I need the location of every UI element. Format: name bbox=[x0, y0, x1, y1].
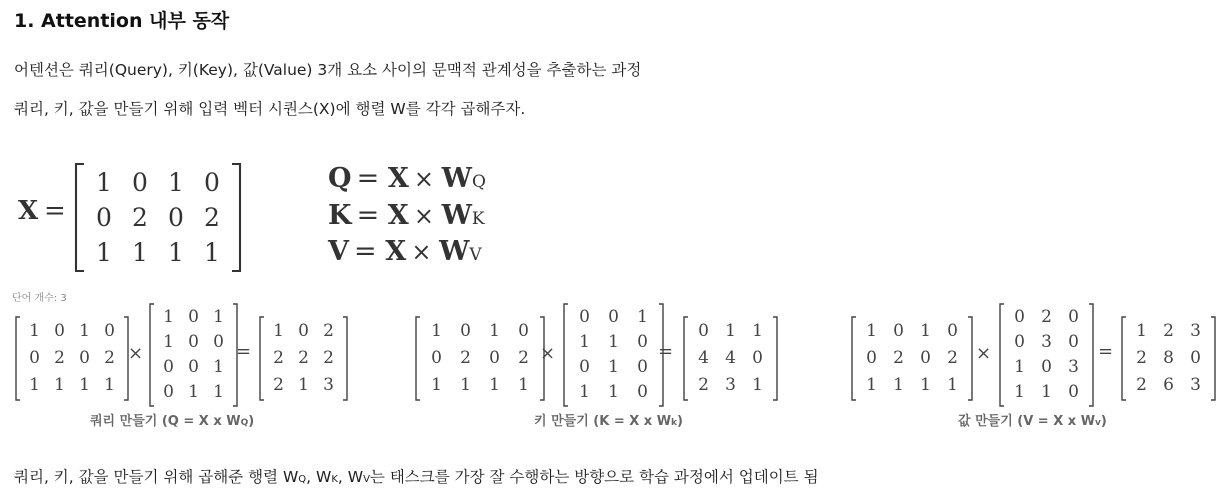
matrix-cell: 1 bbox=[204, 238, 220, 267]
left-bracket bbox=[16, 317, 20, 400]
section-title: 1. Attention 내부 동작 bbox=[14, 10, 230, 32]
right-bracket bbox=[1089, 304, 1093, 406]
footer-note: 쿼리, 키, 값을 만들기 위해 곱해준 행렬 WQ, WK, WV는 태스크를 가장 잘 수행하는 방향으로 학습 과정에서 업데이트 됨 bbox=[14, 468, 819, 486]
matrix-cell: 3 bbox=[1190, 321, 1201, 341]
w-key-matrix bbox=[562, 303, 665, 407]
matrix-cell: 0 bbox=[104, 321, 115, 341]
matrix-cell: 1 bbox=[188, 382, 199, 402]
matrix-cell: 0 bbox=[188, 332, 199, 352]
w-query-matrix bbox=[148, 303, 239, 407]
matrix-cell: 1 bbox=[1041, 382, 1052, 402]
matrix-cell: 0 bbox=[132, 168, 148, 197]
matrix-cell: 1 bbox=[1014, 357, 1025, 377]
x-symbol: X bbox=[18, 196, 39, 226]
matrix-cell: 0 bbox=[163, 357, 174, 377]
matrix-cell: 1 bbox=[79, 321, 90, 341]
matrix-cell: 0 bbox=[579, 357, 590, 377]
matrix-cell: 1 bbox=[725, 321, 736, 341]
matrix-cell: 1 bbox=[920, 321, 931, 341]
matrix-cell: 2 bbox=[54, 348, 65, 368]
query-caption: 쿼리 만들기 (Q = X x WQ) bbox=[90, 414, 255, 429]
matrix-cell: 0 bbox=[893, 321, 904, 341]
matrix-cell: 1 bbox=[920, 375, 931, 395]
value-product bbox=[836, 300, 1217, 440]
v-result-matrix bbox=[1120, 316, 1217, 401]
matrix-cell: 2 bbox=[947, 348, 958, 368]
word-count-note: 단어 개수: 3 bbox=[12, 293, 67, 304]
matrix-cell: 0 bbox=[608, 307, 619, 327]
k-result-matrix bbox=[682, 316, 779, 401]
matrix-cell: 0 bbox=[637, 332, 648, 352]
matrix-cell: 0 bbox=[431, 348, 442, 368]
matrix-cell: 1 bbox=[460, 375, 471, 395]
matrix-cell: 1 bbox=[163, 332, 174, 352]
matrix-cell: 0 bbox=[1014, 332, 1025, 352]
matrix-cell: 0 bbox=[698, 321, 709, 341]
matrix-cell: 2 bbox=[323, 348, 334, 368]
matrix-cell: 1 bbox=[866, 375, 877, 395]
equals-sign: = bbox=[44, 196, 66, 226]
matrix-cell: 2 bbox=[298, 348, 309, 368]
matrix-cell: 1 bbox=[608, 357, 619, 377]
matrix-cell: 2 bbox=[323, 321, 334, 341]
matrix-cell: 2 bbox=[518, 348, 529, 368]
matrix-cell: 0 bbox=[518, 321, 529, 341]
matrix-cell: 3 bbox=[1041, 332, 1052, 352]
matrix-cell: 0 bbox=[96, 203, 112, 232]
matrix-cell: 0 bbox=[1014, 307, 1025, 327]
matrix-cell: 0 bbox=[163, 382, 174, 402]
matrix-cell: 0 bbox=[79, 348, 90, 368]
matrix-cell: 2 bbox=[273, 348, 284, 368]
matrix-cell: 0 bbox=[213, 332, 224, 352]
matrix-cell: 1 bbox=[1136, 321, 1147, 341]
matrix-cell: 0 bbox=[866, 348, 877, 368]
left-bracket bbox=[260, 317, 264, 400]
matrix-cell: 1 bbox=[608, 382, 619, 402]
k-equation: K = X × WK bbox=[328, 200, 485, 231]
matrix-cell: 1 bbox=[431, 321, 442, 341]
matrix-cell: 1 bbox=[54, 375, 65, 395]
matrix-cell: 0 bbox=[54, 321, 65, 341]
matrix-cell: 1 bbox=[132, 238, 148, 267]
matrix-cell: 2 bbox=[104, 348, 115, 368]
matrix-cell: 1 bbox=[431, 375, 442, 395]
matrix-cell: 1 bbox=[752, 375, 763, 395]
left-bracket bbox=[1000, 304, 1004, 406]
matrix-cell: 0 bbox=[1041, 357, 1052, 377]
matrix-cell: 1 bbox=[29, 321, 40, 341]
matrix-cell: 3 bbox=[1068, 357, 1079, 377]
query-product bbox=[0, 300, 400, 440]
matrix-cell: 1 bbox=[893, 375, 904, 395]
x-matrix bbox=[74, 163, 242, 272]
x-matrix-key bbox=[414, 316, 546, 401]
matrix-cell: 1 bbox=[96, 238, 112, 267]
matrix-cell: 0 bbox=[1190, 348, 1201, 368]
matrix-cell: 0 bbox=[920, 348, 931, 368]
matrix-cell: 3 bbox=[323, 375, 334, 395]
q-result-matrix bbox=[258, 316, 349, 401]
matrix-cell: 2 bbox=[460, 348, 471, 368]
key-product bbox=[400, 300, 820, 440]
matrix-cell: 1 bbox=[298, 375, 309, 395]
matrix-cell: 1 bbox=[273, 321, 284, 341]
left-bracket bbox=[76, 164, 84, 271]
matrix-cell: 1 bbox=[866, 321, 877, 341]
matrix-cell: 0 bbox=[947, 321, 958, 341]
matrix-cell: 0 bbox=[489, 348, 500, 368]
matrix-cell: 2 bbox=[698, 375, 709, 395]
matrix-cell: 0 bbox=[298, 321, 309, 341]
w-value-matrix bbox=[998, 303, 1095, 407]
matrix-cell: 1 bbox=[104, 375, 115, 395]
matrix-cell: 0 bbox=[579, 307, 590, 327]
matrix-cell: 2 bbox=[273, 375, 284, 395]
left-bracket bbox=[150, 304, 154, 406]
matrix-cell: 2 bbox=[1163, 321, 1174, 341]
right-bracket bbox=[968, 317, 972, 400]
matrix-cell: 0 bbox=[1068, 332, 1079, 352]
matrix-cell: 1 bbox=[96, 168, 112, 197]
matrix-cell: 1 bbox=[489, 375, 500, 395]
matrix-cell: 0 bbox=[460, 321, 471, 341]
times-sign: × bbox=[976, 343, 992, 364]
equals-sign: = bbox=[658, 341, 674, 362]
times-sign: × bbox=[128, 343, 144, 364]
matrix-cell: 0 bbox=[637, 382, 648, 402]
left-bracket bbox=[564, 304, 568, 406]
right-bracket bbox=[773, 317, 777, 400]
matrix-cell: 1 bbox=[163, 307, 174, 327]
paragraph-intro: 어텐션은 쿼리(Query), 키(Key), 값(Value) 3개 요소 사이의 문맥적 관계성을 추출하는 과정 bbox=[14, 61, 642, 79]
matrix-cell: 8 bbox=[1163, 348, 1174, 368]
matrix-cell: 1 bbox=[637, 307, 648, 327]
matrix-cell: 3 bbox=[1190, 375, 1201, 395]
equals-sign: = bbox=[236, 341, 252, 362]
left-bracket bbox=[416, 317, 420, 400]
matrix-cell: 3 bbox=[725, 375, 736, 395]
matrix-cell: 2 bbox=[1136, 348, 1147, 368]
matrix-cell: 0 bbox=[1068, 382, 1079, 402]
value-caption: 값 만들기 (V = X x Wv) bbox=[958, 414, 1107, 429]
times-sign: × bbox=[540, 343, 556, 364]
matrix-cell: 1 bbox=[29, 375, 40, 395]
matrix-cell: 2 bbox=[1041, 307, 1052, 327]
matrix-cell: 2 bbox=[132, 203, 148, 232]
matrix-cell: 4 bbox=[698, 348, 709, 368]
matrix-cell: 1 bbox=[168, 238, 184, 267]
matrix-cell: 1 bbox=[213, 307, 224, 327]
matrix-cell: 1 bbox=[489, 321, 500, 341]
matrix-cell: 1 bbox=[1014, 382, 1025, 402]
matrix-cell: 1 bbox=[213, 382, 224, 402]
left-bracket bbox=[1122, 317, 1126, 400]
matrix-cell: 1 bbox=[579, 382, 590, 402]
matrix-cell: 6 bbox=[1163, 375, 1174, 395]
matrix-cell: 1 bbox=[518, 375, 529, 395]
matrix-cell: 0 bbox=[188, 357, 199, 377]
matrix-cell: 1 bbox=[752, 321, 763, 341]
matrix-cell: 2 bbox=[1136, 375, 1147, 395]
key-caption: 키 만들기 (K = X x Wk) bbox=[534, 414, 683, 429]
matrix-cell: 1 bbox=[579, 332, 590, 352]
x-matrix-value bbox=[850, 316, 974, 401]
matrix-cell: 2 bbox=[893, 348, 904, 368]
left-bracket bbox=[684, 317, 688, 400]
matrix-cell: 0 bbox=[29, 348, 40, 368]
right-bracket bbox=[343, 317, 347, 400]
matrix-cell: 0 bbox=[188, 307, 199, 327]
x-matrix-query bbox=[14, 316, 130, 401]
matrix-cell: 4 bbox=[725, 348, 736, 368]
matrix-cell: 0 bbox=[637, 357, 648, 377]
left-bracket bbox=[852, 317, 856, 400]
matrix-cell: 1 bbox=[79, 375, 90, 395]
matrix-cell: 1 bbox=[947, 375, 958, 395]
matrix-cell: 2 bbox=[204, 203, 220, 232]
q-equation: Q = X × WQ bbox=[328, 163, 486, 194]
matrix-cell: 0 bbox=[752, 348, 763, 368]
matrix-cell: 0 bbox=[204, 168, 220, 197]
matrix-cell: 1 bbox=[213, 357, 224, 377]
right-bracket bbox=[1211, 317, 1215, 400]
matrix-cell: 0 bbox=[1068, 307, 1079, 327]
matrix-cell: 0 bbox=[168, 203, 184, 232]
paragraph-qkv: 쿼리, 키, 값을 만들기 위해 입력 벡터 시퀀스(X)에 행렬 W를 각각 곱해주자. bbox=[14, 100, 526, 118]
equals-sign: = bbox=[1098, 341, 1114, 362]
right-bracket bbox=[232, 164, 240, 271]
v-equation: V = X × WV bbox=[328, 236, 482, 267]
matrix-cell: 1 bbox=[168, 168, 184, 197]
matrix-cell: 1 bbox=[608, 332, 619, 352]
